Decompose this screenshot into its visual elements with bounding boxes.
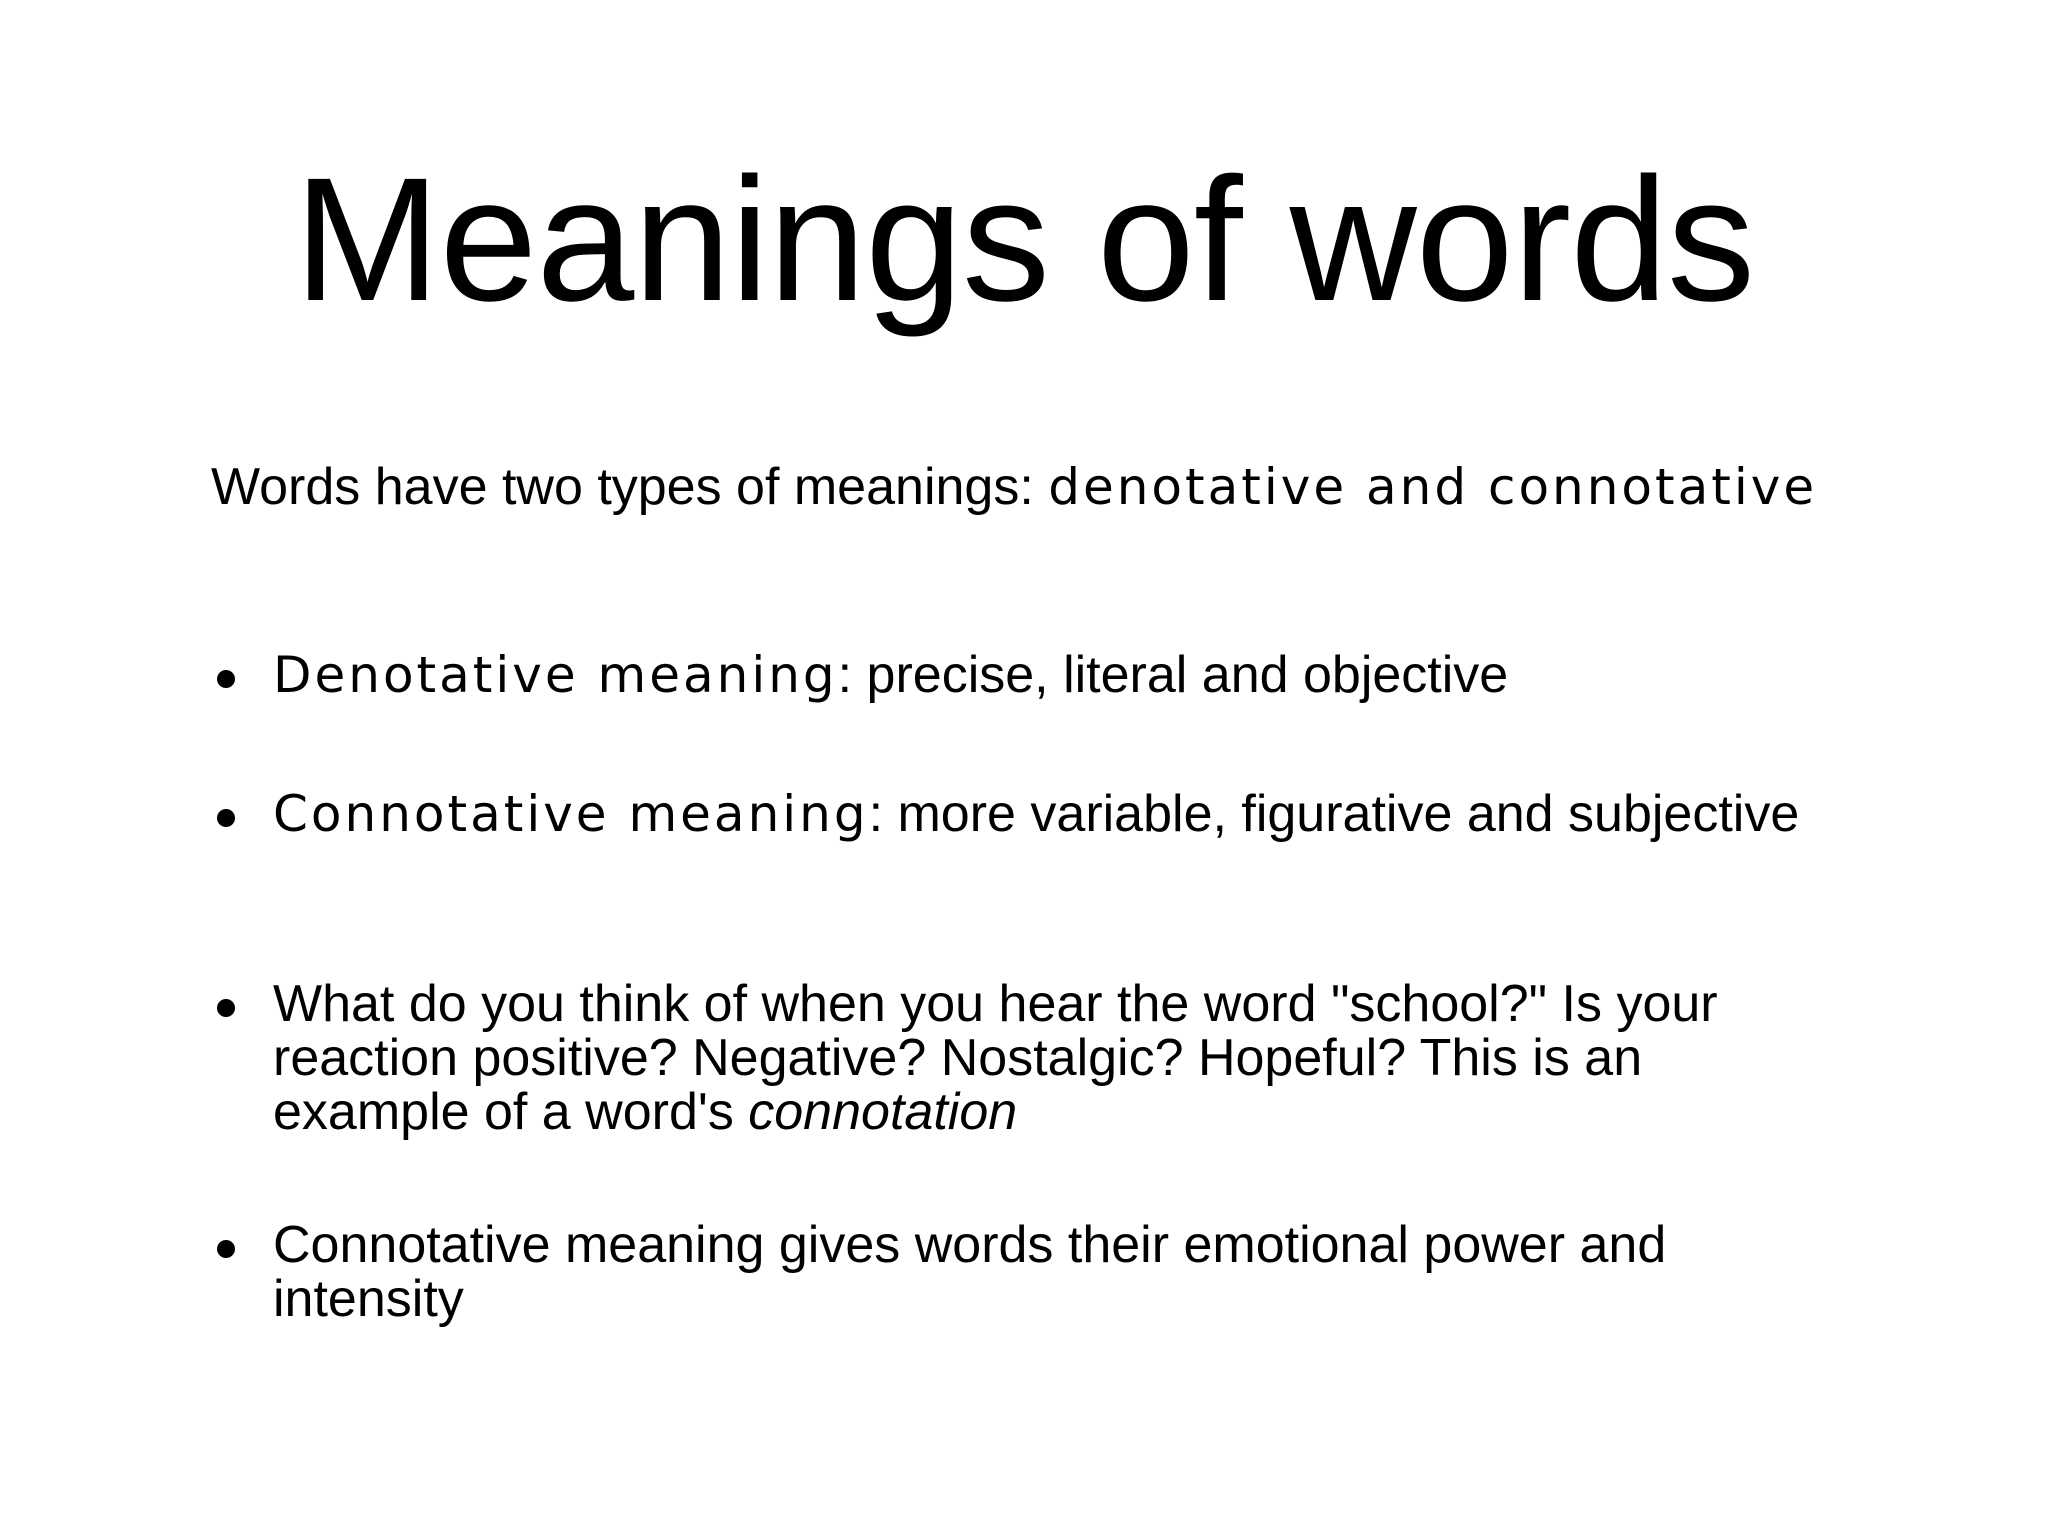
bullet-term: Connotative meaning [273, 785, 869, 843]
bullet-item-connotative [211, 787, 1851, 841]
intro-paragraph [211, 460, 1913, 514]
slide-title: Meanings of words [293, 142, 1755, 338]
bullet-icon [217, 1240, 235, 1258]
bullet-description: : precise, literal and objective [837, 646, 1509, 704]
bullet-description: What do you think of when you hear the word "school?" Is your reaction positive? Negative? Nostalgic? Hopeful? This is an example of a word's [273, 975, 1718, 1141]
bullet-text [273, 977, 1851, 1139]
bullet-description: Connotative meaning gives words their emotional power and intensity [273, 1216, 1667, 1328]
bullet-icon [217, 999, 235, 1017]
intro-emphasis: denotative and connotative [1048, 458, 1818, 516]
bullet-description: : more variable, figurative and subjective [868, 785, 1800, 843]
bullet-text [273, 787, 1851, 841]
bullet-italic-term: connotation [748, 1083, 1018, 1141]
bullet-term: Denotative meaning [273, 646, 838, 704]
bullet-item-denotative [211, 648, 1851, 702]
bullet-item-emotional-power [211, 1218, 1851, 1326]
bullet-icon [217, 670, 235, 688]
intro-text: Words have two types of meanings: [211, 458, 1049, 516]
bullet-icon [217, 809, 235, 827]
bullet-text [273, 648, 1851, 702]
bullet-text [273, 1218, 1851, 1326]
bullet-item-school-question [211, 977, 1851, 1139]
